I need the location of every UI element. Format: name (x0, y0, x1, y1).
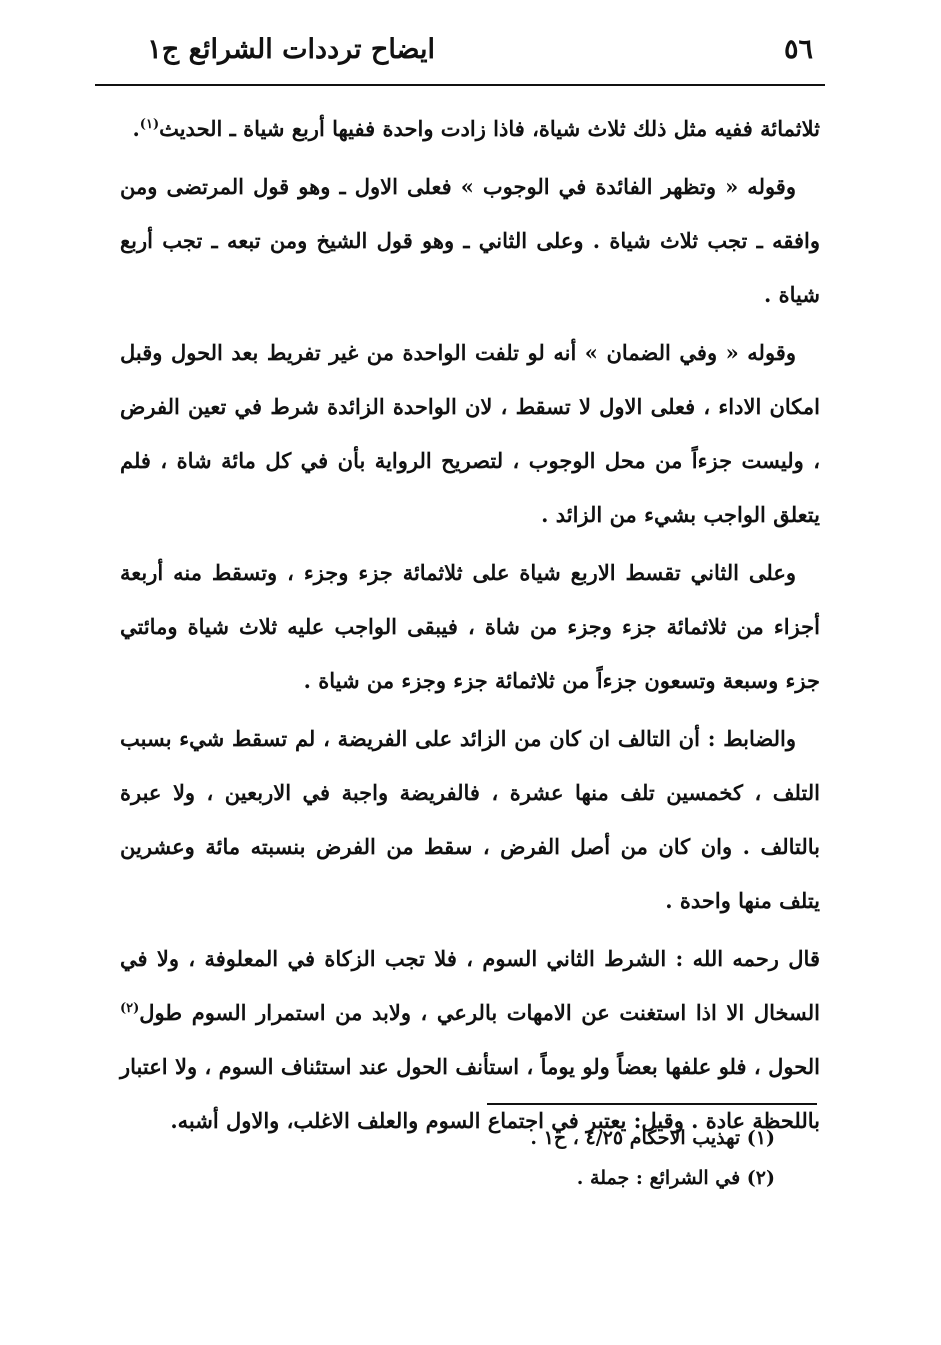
page-number: ٥٦ (783, 34, 813, 65)
paragraph-6 (120, 932, 820, 1148)
paragraph-4: وعلى الثاني تقسط الاربع شياة على ثلاثمائة جزء وجزء ، وتسقط منه أربعة أجزاء من ثلاثمائة جزء وجزء من شاة ، فيبقى الواجب عليه ثلاث شياة ومائتي جزء وسبعة وتسعون جزءاً من ثلاثمائة جزء وجزء من شياة . (120, 560, 820, 693)
footnote-divider (487, 1103, 817, 1105)
paragraph-5: والضابط : أن التالف ان كان من الزائد على الفريضة ، لم تسقط شيء بسبب التلف ، كخمسين تلف منها عشرة ، فالفريضة واجبة في الاربعين ، ولا عبرة بالتالف . وان كان من أصل الفرض ، سقط من الفرض بنسبته مائة وعشرين يتلف منها واحدة . (120, 726, 820, 913)
footnote-2: (٢) في الشرائع : جملة . (576, 1167, 775, 1189)
paragraph-6-text-b: الحول ، فلو علفها بعضاً ولو يوماً ، استأنف الحول عند استئناف السوم ، ولا اعتبار باللحظة عادة . وقيل: يعتبر في اجتماع السوم والعلف الاغلب، والاول أشبه. (120, 1054, 820, 1133)
paragraph-2: وقوله « وتظهر الفائدة في الوجوب » فعلى الاول ـ وهو قول المرتضى ومن وافقه ـ تجب ثلاث شياة . وعلى الثاني ـ وهو قول الشيخ ومن تبعه ـ تجب أربع شياة . (120, 174, 820, 307)
footnote-ref-1: (١) (139, 117, 160, 132)
header-divider (95, 84, 825, 86)
paragraph-1 (120, 102, 820, 156)
paragraph-1-text: ثلاثمائة ففيه مثل ذلك ثلاث شياة، فاذا زادت واحدة ففيها أربع شياة ـ الحديث (159, 116, 820, 141)
footnotes (420, 1118, 775, 1198)
paragraph-6-text-a: قال رحمه الله : الشرط الثاني السوم ، فلا تجب الزكاة في المعلوفة ، ولا في السخال الا اذا استغنت عن الامهات بالرعي ، ولابد من استمرار السوم طول (120, 946, 820, 1025)
paragraph-3: وقوله « وفي الضمان » أنه لو تلفت الواحدة من غير تفريط بعد الحول وقبل امكان الاداء ، فعلى الاول لا تسقط ، لان الواحدة الزائدة شرط في تعين الفرض ، وليست جزءاً من محل الوجوب ، لتصريح الرواية بأن في كل مائة شاة ، فلم يتعلق الواجب بشيء من الزائد . (120, 340, 820, 527)
main-text (120, 102, 820, 1152)
header-title: ايضاح ترددات الشرائع ج١ (147, 34, 435, 65)
footnote-1: (١) تهذيب الاحكام ٤/٢٥ ، ح١ . (530, 1127, 775, 1149)
footnote-ref-2: (٢) (120, 1001, 140, 1016)
paragraph-1-tail: . (132, 116, 140, 141)
running-header (95, 30, 825, 82)
